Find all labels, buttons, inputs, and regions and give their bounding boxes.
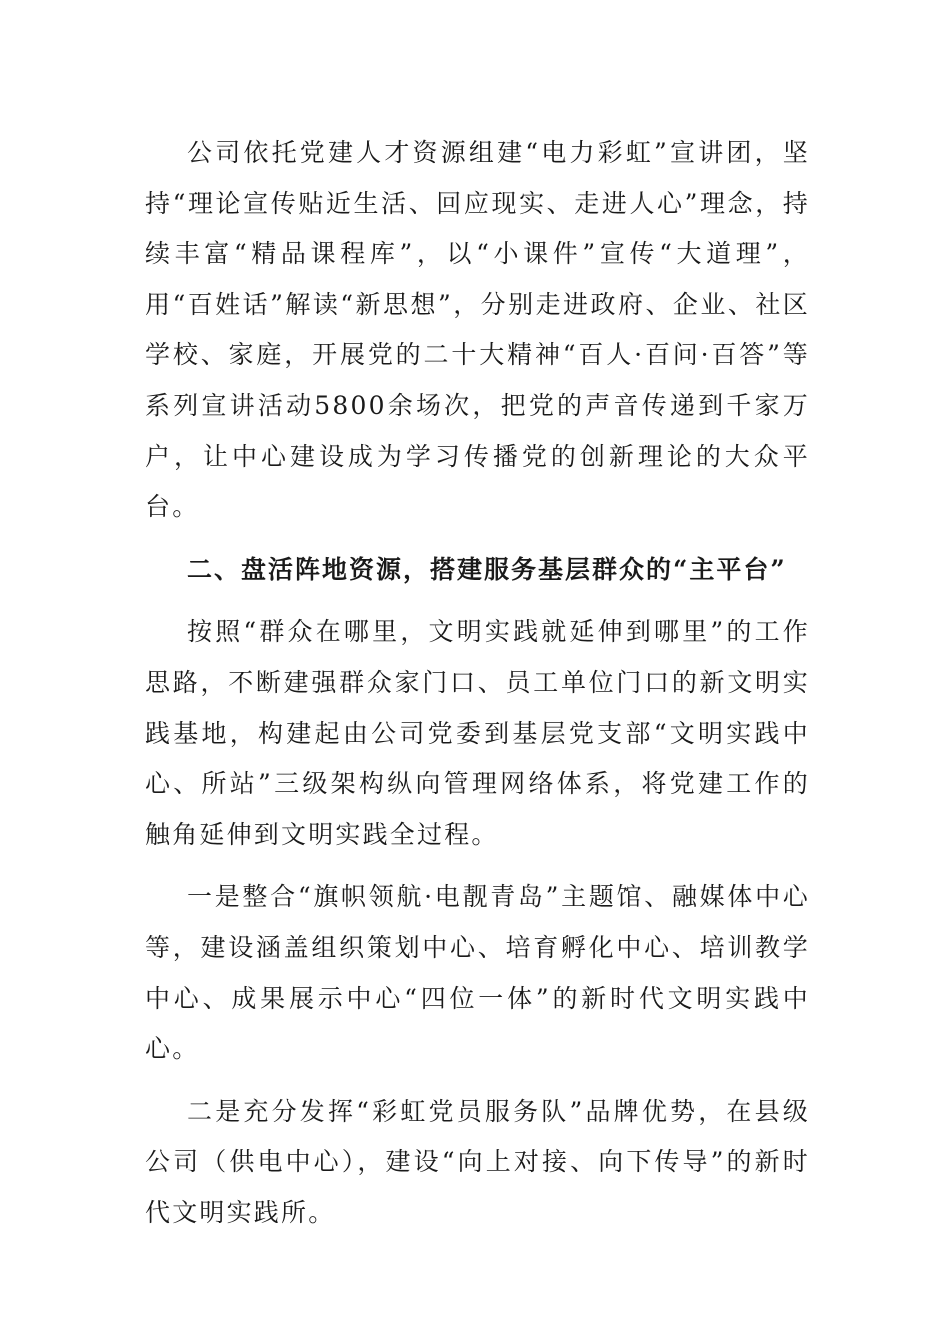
document-body <box>145 128 810 1238</box>
paragraph-practice-center: 一是整合“旗帜领航·电靓青岛”主题馆、融媒体中心等，建设涵盖组织策划中心、培育孵化中心、培训教学中心、成果展示中心“四位一体”的新时代文明实践中心。 <box>145 882 810 1064</box>
section-heading-2: 二、盘活阵地资源，搭建服务基层群众的“主平台” <box>187 554 787 584</box>
paragraph-practice-network: 按照“群众在哪里，文明实践就延伸到哪里”的工作思路，不断建强群众家门口、员工单位门口的新文明实践基地，构建起由公司党委到基层党支部“文明实践中心、所站”三级架构纵向管理网络体系，将党建工作的触角延伸到文明实践全过程。 <box>145 617 810 849</box>
paragraph-propaganda-team: 公司依托党建人才资源组建“电力彩虹”宣讲团，坚持“理论宣传贴近生活、回应现实、走进人心”理念，持续丰富“精品课程库”，以“小课件”宣传“大道理”，用“百姓话”解读“新思想”，分别走进政府、企业、社区学校、家庭，开展党的二十大精神“百人·百问·百答”等系列宣讲活动5800余场次，把党的声音传递到千家万户，让中心建设成为学习传播党的创新理论的大众平台。 <box>145 138 810 522</box>
paragraph-practice-station: 二是充分发挥“彩虹党员服务队”品牌优势，在县级公司（供电中心），建设“向上对接、向下传导”的新时代文明实践所。 <box>145 1096 810 1227</box>
